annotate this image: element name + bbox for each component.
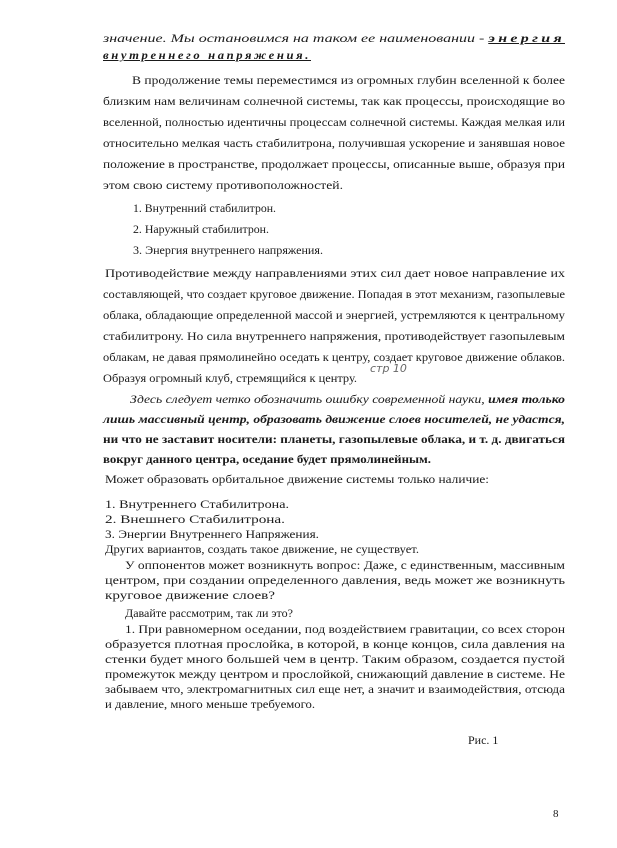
text-line: [103, 434, 565, 446]
text-line: [130, 394, 565, 406]
text-line-content: относительно мелкая часть стабилитрона, получившая ускорение и занявшая новое: [103, 137, 566, 150]
text-line: [105, 529, 319, 541]
text-line-content: Давайте рассмотрим, так ли это?: [125, 607, 293, 620]
text-line: [103, 352, 565, 364]
text-line: [105, 544, 419, 556]
text-line-content: 2. Внешнего Стабилитрона.: [105, 513, 285, 526]
text-line-content: 1. Внутреннего Стабилитрона.: [105, 498, 290, 511]
text-line-content: и давление, много меньше требуемого.: [105, 698, 316, 711]
text-line-content: 1. Внутренний стабилитрон.: [133, 202, 276, 215]
text-line: [105, 699, 315, 711]
text-line-content: ни что не заставит носители: планеты, газопылевые облака, и т. д. двигаться: [103, 433, 565, 446]
text-line-emphasis: имея только: [488, 393, 566, 406]
text-line: [105, 474, 489, 486]
text-line: [103, 180, 343, 192]
text-line: [105, 639, 565, 651]
text-line: [103, 289, 565, 301]
text-line-content: лишь массивный центр, образовать движение слоев носителей, не удастся,: [103, 413, 566, 426]
text-line-content: Здесь следует четко обозначить ошибку современной науки,: [130, 393, 489, 406]
text-line-content: 2. Наружный стабилитрон.: [133, 223, 269, 236]
text-line-content: круговое движение слоев?: [105, 589, 276, 602]
text-line-content: значение. Мы остановимся на таком ее наименовании -: [103, 32, 489, 45]
text-line: [125, 608, 293, 620]
text-line-content: стабилитрону. Но сила внутреннего напряжения, противодействует газопылевым: [103, 330, 565, 343]
text-line: [103, 33, 565, 45]
text-line-content: вокруг данного центра, оседание будет прямолинейным.: [103, 453, 431, 466]
text-line-emphasis: энергия: [488, 32, 565, 45]
text-line: [103, 96, 565, 108]
text-line: [125, 560, 565, 572]
figure-caption: Рис. 1: [468, 733, 499, 747]
text-line: [133, 224, 269, 236]
text-line-content: составляющей, что создает круговое движение. Попадая в этот механизм, газопылевые: [103, 288, 565, 301]
text-line-content: Противодействие между направлениями этих сил дает новое направление их: [105, 267, 565, 280]
text-line-content: 3. Энергия внутреннего напряжения.: [133, 244, 323, 257]
text-line: [105, 590, 275, 602]
text-line: [125, 624, 565, 636]
text-line-content: Образуя огромный клуб, стремящийся к центру.: [103, 372, 358, 385]
text-line: [105, 684, 565, 696]
text-line-content: 3. Энергии Внутреннего Напряжения.: [105, 528, 319, 541]
text-line-content: забываем что, электромагнитных сил еще нет, а значит и взаимодействия, отсюда: [105, 683, 566, 696]
text-line-content: этом свою систему противоположностей.: [103, 179, 343, 192]
text-line-content: вселенной, полностью идентичны процессам солнечной системы. Каждая мелкая или: [103, 116, 565, 129]
text-line: [103, 310, 565, 322]
text-line-content: стенки будет много большей чем в центр. Таким образом, создается пустой: [105, 653, 565, 666]
text-line-content: промежуток между центром и прослойкой, снижающий давление в системе. Не: [105, 668, 566, 681]
text-line-content: Может образовать орбитальное движение системы только наличие:: [105, 473, 489, 486]
text-line-content: Других вариантов, создать такое движение, не существует.: [105, 543, 419, 556]
text-line: [103, 159, 565, 171]
text-line-content: близким нам величинам солнечной системы, так как процессы, происходящие во: [103, 95, 566, 108]
text-line-content: облакам, не давая прямолинейно оседать к центру, создает круговое движение облаков.: [103, 351, 565, 364]
handwritten-note: стр 10: [370, 362, 407, 375]
text-line-content: центром, при создании определенного давления, ведь может же возникнуть: [105, 574, 566, 587]
text-line-content: В продолжение темы переместимся из огромных глубин вселенной к более: [132, 74, 565, 87]
text-line-content: У оппонентов может возникнуть вопрос: Даже, с единственным, массивным: [125, 559, 565, 572]
text-line: [133, 245, 323, 257]
text-line: [105, 575, 565, 587]
text-line: [105, 514, 285, 526]
text-line: [105, 499, 289, 511]
text-line: [103, 50, 311, 62]
text-line-content: внутреннего напряжения.: [103, 49, 311, 62]
text-line: [105, 654, 565, 666]
text-line-content: положение в пространстве, продолжает процессы, описанные выше, образуя при: [103, 158, 565, 171]
text-line: [103, 373, 357, 385]
text-line: [103, 454, 431, 466]
text-line: [105, 669, 565, 681]
text-line: [105, 268, 565, 280]
text-line: [133, 203, 276, 215]
text-line: [132, 75, 565, 87]
text-line-content: облака, обладающие определенной массой и энергией, устремляются к центральному: [103, 309, 566, 322]
text-line-content: 1. При равномерном оседании, под воздействием гравитации, со всех сторон: [125, 623, 566, 636]
text-line-content: образуется плотная прослойка, в которой, в конце концов, сила давления на: [105, 638, 566, 651]
text-line: [103, 331, 565, 343]
text-line: [103, 117, 565, 129]
page-number: 8: [553, 808, 559, 820]
text-line: [103, 414, 565, 426]
text-line: [103, 138, 565, 150]
